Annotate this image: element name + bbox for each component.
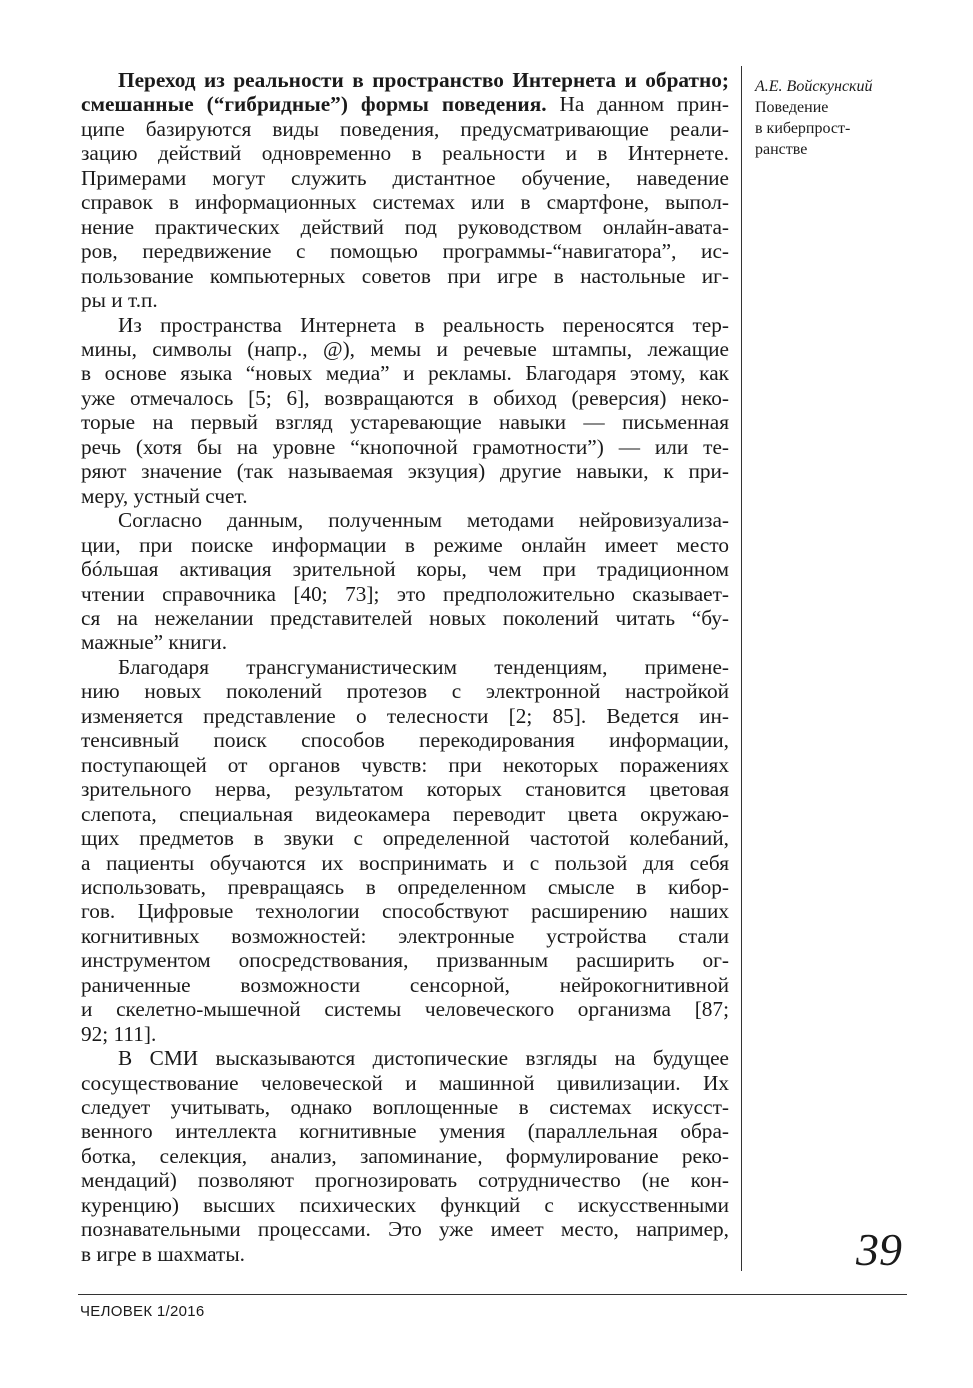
text-line: следует учитывать, однако воплощенные в системах искусст- bbox=[81, 1095, 729, 1120]
text-line: ры и т.п. bbox=[81, 288, 158, 313]
text-line: зрительного нерва, результатом которых становится цветовая bbox=[81, 777, 729, 802]
text-line: а пациенты обучаются их воспринимать и с пользой для себя bbox=[81, 850, 729, 875]
text-line: гов. Цифровые технологии способствуют расширению наших bbox=[81, 899, 729, 924]
running-head-title-line: Поведение bbox=[755, 99, 829, 116]
text-line: мендаций) позволяют прогнозировать сотрудничество (не кон- bbox=[81, 1168, 729, 1193]
text-line: бóльшая активация зрительной коры, чем при традиционном bbox=[81, 557, 729, 582]
text-line: меру, устный счет. bbox=[81, 483, 248, 508]
text-line: ся на нежелании представителей новых поколений читать “бу- bbox=[81, 605, 729, 630]
text-line: в основе языка “новых медиа” и рекламы. Благодаря этому, как bbox=[81, 361, 729, 386]
text-line: 92; 111]. bbox=[81, 1021, 157, 1046]
text-line: Примерами могут служить дистантное обучение, наведение bbox=[81, 165, 729, 190]
paragraph-4 bbox=[81, 655, 729, 1046]
paragraph-5 bbox=[81, 1046, 729, 1266]
footer-divider bbox=[78, 1294, 907, 1295]
text-line: когнитивных возможностей: электронные устройства стали bbox=[81, 923, 729, 948]
text-line: В СМИ высказываются дистопические взгляды на будущее bbox=[118, 1046, 729, 1071]
text-line: использовать, превращаясь в определенном смысле в кибор- bbox=[81, 874, 729, 899]
text-line: ряют значение (так называемая экзуция) другие навыки, к при- bbox=[81, 459, 729, 484]
text-line: изменяется представление о телесности [2; 85]. Ведется ин- bbox=[81, 703, 729, 728]
running-head bbox=[755, 76, 915, 160]
text-line: Согласно данным, полученным методами нейровизуализа- bbox=[118, 508, 729, 533]
paragraph-1-text-start: На данном прин- bbox=[546, 92, 729, 117]
text-line: щих предметов в звуки с определенной частотой колебаний, bbox=[81, 826, 729, 851]
text-line: нию новых поколений протезов с электронной настройкой bbox=[81, 679, 729, 704]
paragraph-1-heading-end: смешанные (“гибридные”) формы поведения. bbox=[81, 92, 547, 117]
text-line: пользование компьютерных советов при игре в настольные иг- bbox=[81, 263, 729, 288]
text-line: познавательными процессами. Это уже имеет место, например, bbox=[81, 1217, 729, 1242]
text-line: ципе базируются виды поведения, предусматривающие реали- bbox=[81, 116, 729, 141]
text-line: ботка, селекция, анализ, запоминание, формулирование реко- bbox=[81, 1143, 729, 1168]
paragraph-2 bbox=[81, 313, 729, 509]
text-line: Из пространства Интернета в реальность переносятся тер- bbox=[118, 312, 729, 337]
column-divider bbox=[741, 66, 742, 1271]
paragraph-3 bbox=[81, 508, 729, 655]
text-line: речь (хотя бы на уровне “кнопочной грамотности”) — или те- bbox=[81, 434, 729, 459]
text-line: нение практических действий под руководством онлайн-авата- bbox=[81, 214, 729, 239]
text-line: ров, передвижение с помощью программы-“навигатора”, ис- bbox=[81, 239, 729, 264]
paragraph-1-heading-line-2 bbox=[81, 92, 729, 116]
paragraph-1 bbox=[81, 68, 729, 313]
text-line: в игре в шахматы. bbox=[81, 1241, 245, 1266]
text-line: куренцию) высших психических функций с искусственными bbox=[81, 1192, 729, 1217]
text-line: сосуществование человеческой и машинной цивилизации. Их bbox=[81, 1070, 729, 1095]
text-line: уже отмечалось [5; 6], возвращаются в обиход (реверсия) неко- bbox=[81, 385, 729, 410]
journal-footer: ЧЕЛОВЕК 1/2016 bbox=[80, 1303, 205, 1320]
text-line: венного интеллекта когнитивные умения (параллельная обра- bbox=[81, 1119, 729, 1144]
text-line: мажные” книги. bbox=[81, 630, 228, 655]
page-number: 39 bbox=[856, 1224, 902, 1275]
text-line: раниченные возможности сенсорной, нейрокогнитивной bbox=[81, 972, 729, 997]
text-line: зацию действий одновременно в реальности и в Интернете. bbox=[81, 141, 729, 166]
text-line: чтении справочника [40; 73]; это предположительно сказывает- bbox=[81, 581, 729, 606]
text-line: Благодаря трансгуманистическим тенденциям, применe- bbox=[118, 654, 729, 679]
running-head-title-line: ранстве bbox=[755, 141, 808, 158]
text-line: торые на первый взгляд устаревающие навыки — письменная bbox=[81, 410, 729, 435]
text-line: мины, символы (напр., @), мемы и речевые штампы, лежащие bbox=[81, 336, 729, 361]
text-line: справок в информационных системах или в смартфоне, выпол- bbox=[81, 190, 729, 215]
paragraph-1-heading-line-1: Переход из реальности в пространство Интернета и обратно; bbox=[118, 68, 729, 92]
text-line: слепота, специальная видеокамера переводит цвета окружаю- bbox=[81, 801, 729, 826]
text-line: инструментом опосредствования, призванным расширить ог- bbox=[81, 948, 729, 973]
body-text bbox=[81, 68, 729, 1266]
text-line: ции, при поиске информации в режиме онлайн имеет место bbox=[81, 532, 729, 557]
running-head-title-line: в киберпрост- bbox=[755, 120, 851, 137]
text-line: поступающей от органов чувств: при некоторых поражениях bbox=[81, 752, 729, 777]
text-line: и скелетно-мышечной системы человеческого организма [87; bbox=[81, 997, 729, 1022]
running-head-author: А.Е. Войскунский bbox=[755, 78, 873, 95]
text-line: тенсивный поиск способов перекодирования информации, bbox=[81, 728, 729, 753]
